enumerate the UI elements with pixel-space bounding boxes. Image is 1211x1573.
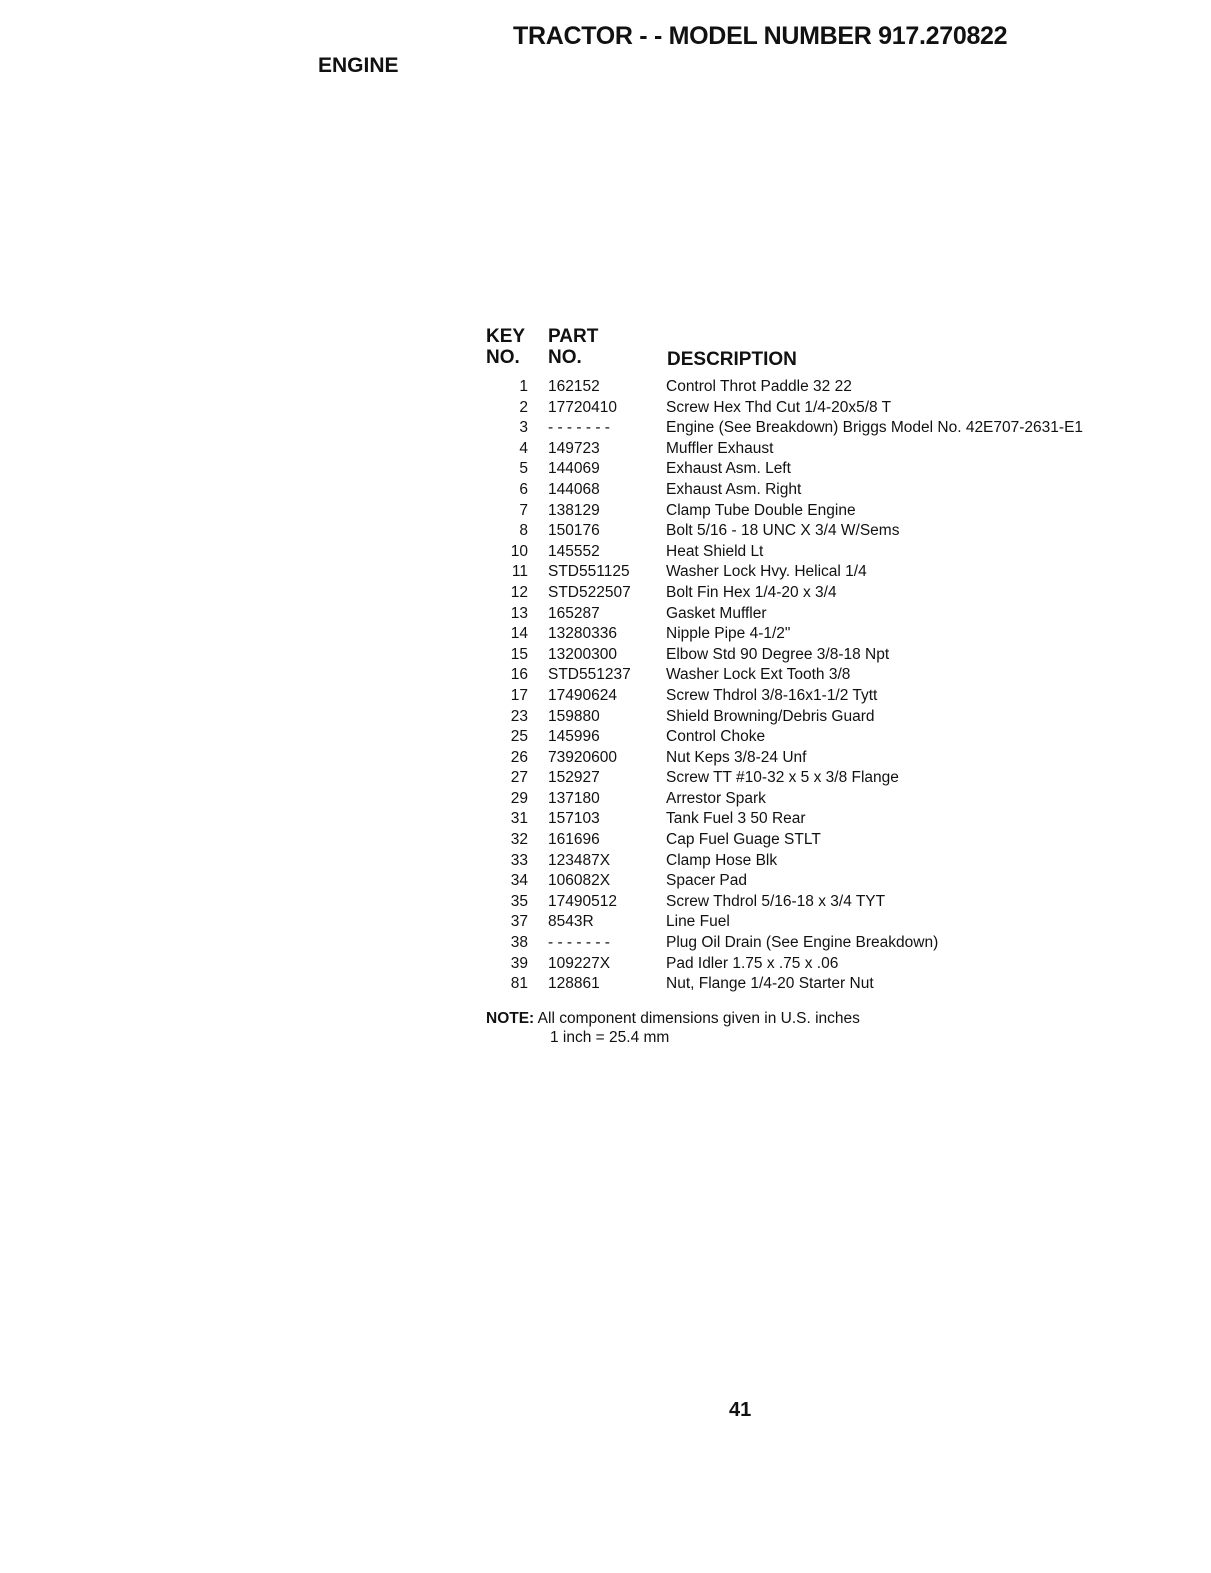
key-number: 23	[510, 707, 528, 725]
table-row	[480, 377, 1180, 398]
key-number: 13	[510, 604, 528, 622]
key-number: 8	[519, 522, 528, 540]
part-number: 73920600	[548, 748, 617, 766]
key-number: 3	[519, 419, 528, 437]
section-title: ENGINE	[318, 54, 399, 77]
key-number: 27	[510, 769, 528, 787]
key-number: 5	[519, 460, 528, 478]
key-number: 10	[510, 542, 528, 560]
parts-list	[480, 377, 1180, 995]
part-description: Exhaust Asm. Left	[666, 460, 791, 478]
part-number: 137180	[548, 789, 600, 807]
page-number: 41	[729, 1399, 752, 1421]
part-description: Gasket Muffler	[666, 604, 767, 622]
key-number: 29	[510, 789, 528, 807]
table-row	[480, 645, 1180, 666]
key-number: 26	[510, 748, 528, 766]
part-description: Screw TT #10-32 x 5 x 3/8 Flange	[666, 769, 899, 787]
table-row	[480, 521, 1180, 542]
key-number: 14	[510, 625, 528, 643]
part-number: 161696	[548, 831, 600, 849]
key-number: 1	[519, 378, 528, 395]
key-number: 32	[510, 831, 528, 849]
part-number: - - - - - - -	[548, 419, 610, 437]
part-description: Nut, Flange 1/4-20 Starter Nut	[666, 975, 874, 993]
part-number: 165287	[548, 604, 600, 622]
part-number: 159880	[548, 707, 600, 725]
part-number: - - - - - - -	[548, 934, 610, 952]
part-description: Control Choke	[666, 728, 766, 746]
part-number: 13200300	[548, 645, 617, 663]
part-description: Arrestor Spark	[666, 789, 766, 807]
table-row	[480, 789, 1180, 810]
part-number: STD522507	[548, 583, 631, 601]
part-number: 145996	[548, 728, 600, 746]
part-description: Elbow Std 90 Degree 3/8-18 Npt	[666, 645, 890, 663]
part-number: 162152	[548, 378, 600, 395]
part-number: 17490512	[548, 892, 617, 910]
part-description: Shield Browning/Debris Guard	[666, 707, 875, 725]
part-description: Exhaust Asm. Right	[666, 480, 802, 498]
part-description: Heat Shield Lt	[666, 542, 764, 560]
note-label: NOTE:	[486, 1010, 535, 1027]
part-number: 157103	[548, 810, 600, 828]
part-description: Bolt Fin Hex 1/4-20 x 3/4	[666, 583, 837, 601]
part-description: Muffler Exhaust	[666, 439, 774, 457]
key-number: 7	[519, 501, 528, 519]
key-number: 35	[510, 892, 528, 910]
table-row	[480, 542, 1180, 563]
key-number: 6	[519, 480, 528, 498]
part-description: Plug Oil Drain (See Engine Breakdown)	[666, 934, 939, 952]
table-row	[480, 851, 1180, 872]
table-row	[480, 727, 1180, 748]
column-header-description: DESCRIPTION	[667, 349, 797, 370]
key-number: 12	[510, 583, 528, 601]
part-number: 17490624	[548, 686, 617, 704]
part-description: Engine (See Breakdown) Briggs Model No. 42E707-2631-E1	[666, 419, 1084, 437]
part-number: 144068	[548, 480, 600, 498]
part-description: Washer Lock Hvy. Helical 1/4	[666, 563, 867, 581]
note-line1: All component dimensions given in U.S. inches	[537, 1010, 860, 1027]
part-description: Tank Fuel 3 50 Rear	[666, 810, 806, 828]
key-number: 11	[511, 563, 528, 581]
part-number: 123487X	[548, 851, 611, 869]
part-description: Nut Keps 3/8-24 Unf	[666, 748, 807, 766]
part-number: 106082X	[548, 872, 611, 890]
table-row	[480, 624, 1180, 645]
table-row	[480, 665, 1180, 686]
column-header-key-line1: KEY	[486, 326, 526, 347]
key-number: 37	[510, 913, 528, 931]
table-row	[480, 809, 1180, 830]
key-number: 2	[519, 398, 528, 416]
note-line2: 1 inch = 25.4 mm	[550, 1029, 670, 1046]
key-number: 33	[510, 851, 528, 869]
key-number: 39	[510, 954, 528, 972]
key-number: 17	[510, 686, 528, 704]
key-number: 25	[510, 728, 528, 746]
table-row	[480, 974, 1180, 995]
part-description: Washer Lock Ext Tooth 3/8	[666, 666, 851, 684]
table-row	[480, 501, 1180, 522]
part-description: Bolt 5/16 - 18 UNC X 3/4 W/Sems	[666, 522, 900, 540]
part-description: Spacer Pad	[666, 872, 747, 890]
part-number: 150176	[548, 522, 600, 540]
part-number: 144069	[548, 460, 600, 478]
key-number: 4	[519, 439, 528, 457]
part-number: 13280336	[548, 625, 617, 643]
key-number: 81	[510, 975, 528, 993]
table-row	[480, 398, 1180, 419]
table-row	[480, 768, 1180, 789]
part-description: Control Throt Paddle 32 22	[666, 378, 852, 395]
part-description: Screw Thdrol 5/16-18 x 3/4 TYT	[666, 892, 886, 910]
part-number: STD551237	[548, 666, 631, 684]
part-description: Clamp Hose Blk	[666, 851, 778, 869]
part-description: Nipple Pipe 4-1/2"	[666, 625, 791, 643]
table-row	[480, 912, 1180, 933]
table-row	[480, 686, 1180, 707]
column-header-key-line2: NO.	[486, 347, 520, 368]
key-number: 34	[510, 872, 528, 890]
key-number: 16	[510, 666, 528, 684]
table-row	[480, 480, 1180, 501]
part-description: Screw Thdrol 3/8-16x1-1/2 Tytt	[666, 686, 878, 704]
table-row	[480, 707, 1180, 728]
column-header-part-line1: PART	[548, 326, 599, 347]
part-number: 149723	[548, 439, 600, 457]
table-row	[480, 830, 1180, 851]
table-row	[480, 604, 1180, 625]
column-header-part-line2: NO.	[548, 347, 582, 368]
part-number: 109227X	[548, 954, 611, 972]
part-number: 138129	[548, 501, 600, 519]
part-number: STD551125	[548, 563, 630, 581]
part-number: 17720410	[548, 398, 617, 416]
key-number: 38	[510, 934, 528, 952]
table-row	[480, 871, 1180, 892]
table-row	[480, 418, 1180, 439]
part-description: Pad Idler 1.75 x .75 x .06	[666, 954, 839, 972]
table-row	[480, 583, 1180, 604]
key-number: 15	[510, 645, 528, 663]
part-number: 145552	[548, 542, 600, 560]
table-row	[480, 933, 1180, 954]
table-row	[480, 459, 1180, 480]
table-row	[480, 954, 1180, 975]
part-number: 8543R	[548, 913, 594, 931]
part-description: Line Fuel	[666, 913, 730, 931]
key-number: 31	[510, 810, 528, 828]
table-row	[480, 562, 1180, 583]
table-row	[480, 892, 1180, 913]
note	[486, 1010, 860, 1028]
page-title: TRACTOR - - MODEL NUMBER 917.270822	[513, 22, 1008, 50]
table-row	[480, 439, 1180, 460]
part-number: 128861	[548, 975, 600, 993]
table-row	[480, 748, 1180, 769]
part-description: Screw Hex Thd Cut 1/4-20x5/8 T	[666, 398, 892, 416]
part-number: 152927	[548, 769, 600, 787]
part-description: Clamp Tube Double Engine	[666, 501, 856, 519]
part-description: Cap Fuel Guage STLT	[666, 831, 821, 849]
